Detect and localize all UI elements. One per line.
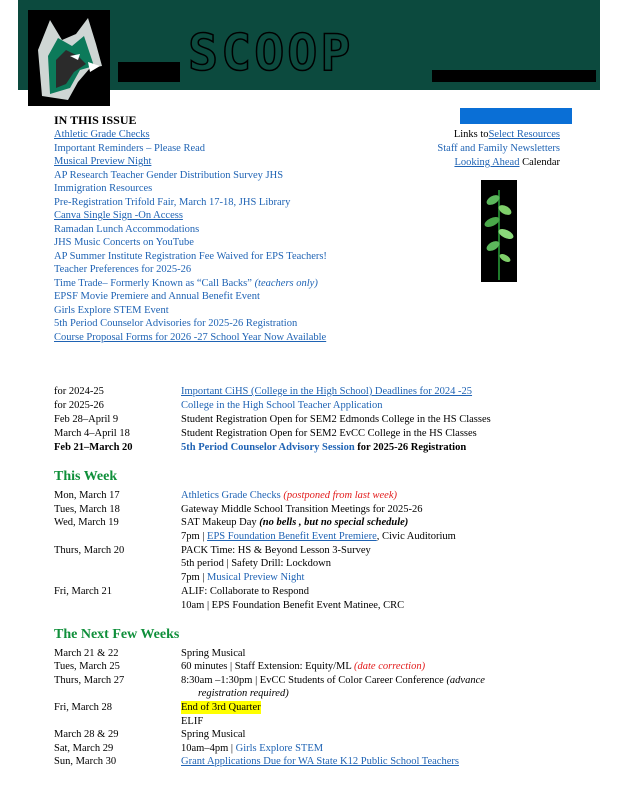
deadline-link[interactable]: Important CiHS (College in the High School) Deadlines for 2024 -25 <box>181 386 473 397</box>
toc-link-time-trade[interactable] <box>54 277 327 291</box>
links-prefix: Links to <box>453 129 489 140</box>
deadline-date: Feb 28–April 9 <box>54 414 119 425</box>
schedule-date: Sun, March 30 <box>54 756 117 767</box>
schedule-text: Spring Musical <box>181 729 246 740</box>
schedule-link[interactable]: Girls Explore STEM <box>235 743 324 754</box>
deadline-date: Feb 21–March 20 <box>54 442 133 453</box>
toc-link[interactable]: AP Research Teacher Gender Distribution Survey JHS <box>54 169 284 181</box>
toc-link[interactable]: Course Proposal Forms for 2026 -27 School Year Now Available <box>54 331 327 343</box>
select-resources-link[interactable]: Select Resources <box>488 129 560 140</box>
banner-bar-right <box>432 70 596 82</box>
deadline-link[interactable]: College in the High School Teacher Application <box>181 400 383 411</box>
resource-links <box>420 128 560 170</box>
toc-link[interactable]: Ramadan Lunch Accommodations <box>54 223 200 235</box>
banner-bar-left <box>118 62 180 82</box>
newsletter-title: SCOOP <box>188 24 354 82</box>
looking-ahead-link[interactable]: Looking Ahead <box>454 157 520 168</box>
schedule-text: 10am–4pm | <box>181 743 236 754</box>
schedule-link[interactable]: Grant Applications Due for WA State K12 Public School Teachers <box>181 756 459 767</box>
highlighted-event: End of 3rd Quarter <box>181 702 261 713</box>
schedule-date: Fri, March 28 <box>54 702 113 713</box>
schedule-note: (advance <box>446 675 485 686</box>
schedule-text: 5th period | Safety Drill: Lockdown <box>181 558 331 569</box>
toc-link[interactable]: Musical Preview Night <box>54 156 152 167</box>
schedule-time: 7pm | <box>181 572 208 583</box>
schedule-time: 7pm | <box>181 531 208 542</box>
schedule-date: March 21 & 22 <box>54 648 119 659</box>
schedule-note: (postponed from last week) <box>280 490 397 501</box>
green-plant-icon <box>481 180 517 282</box>
schedule-text: Spring Musical <box>181 648 246 659</box>
schedule-date: Tues, March 25 <box>54 661 120 672</box>
deadline-text: for 2025-26 Registration <box>354 442 467 453</box>
schedule-note: registration required) <box>198 688 289 699</box>
toc-link[interactable]: Time Trade– Formerly Known as “Call Backs” <box>54 277 252 289</box>
schedule-row <box>198 687 289 700</box>
next-weeks-heading: The Next Few Weeks <box>54 627 180 642</box>
schedule-date: Fri, March 21 <box>54 586 113 597</box>
blue-banner-box <box>460 108 572 124</box>
schedule-date: Wed, March 19 <box>54 517 119 528</box>
schedule-link[interactable]: EPS Foundation Benefit Event Premiere <box>207 531 377 542</box>
schedule-text: PACK Time: HS & Beyond Lesson 3-Survey <box>181 545 371 556</box>
husky-wolf-logo-icon <box>28 10 110 106</box>
schedule-date: March 28 & 29 <box>54 729 119 740</box>
schedule-date: Sat, March 29 <box>54 743 114 754</box>
schedule-note: (no bells , but no special schedule) <box>259 517 409 528</box>
deadline-text: Student Registration Open for SEM2 Edmonds College in the HS Classes <box>181 414 491 425</box>
schedule-text: 10am | EPS Foundation Benefit Event Matinee, CRC <box>181 600 405 611</box>
in-this-issue-heading: IN THIS ISSUE <box>54 113 137 127</box>
deadline-link[interactable]: 5th Period Counselor Advisory Session <box>181 442 355 453</box>
schedule-note: (date correction) <box>354 661 426 672</box>
schedule-text: 60 minutes | Staff Extension: Equity/ML <box>181 661 355 672</box>
deadline-date: for 2024-25 <box>54 386 104 397</box>
toc-link[interactable]: Pre-Registration Trifold Fair, March 17-18, JHS Library <box>54 196 291 208</box>
schedule-text: SAT Makeup Day <box>181 517 260 528</box>
schedule-text: ELIF <box>181 716 204 727</box>
schedule-text: 8:30am –1:30pm | EvCC Students of Color Career Conference <box>181 675 447 686</box>
toc-link[interactable]: Teacher Preferences for 2025-26 <box>54 264 192 275</box>
table-of-contents <box>54 128 327 344</box>
toc-link[interactable]: Important Reminders – Please Read <box>54 142 206 154</box>
toc-link[interactable]: Girls Explore STEM Event <box>54 304 169 316</box>
this-week-heading: This Week <box>54 469 118 484</box>
schedule-text: Gateway Middle School Transition Meetings for 2025-26 <box>181 504 423 515</box>
toc-link[interactable]: 5th Period Counselor Advisories for 2025-26 Registration <box>54 318 298 329</box>
toc-link[interactable]: Athletic Grade Checks <box>54 129 150 140</box>
schedule-text: , Civic Auditorium <box>376 531 456 542</box>
schedule-link[interactable]: Athletics Grade Checks <box>181 490 281 501</box>
schedule-link[interactable]: Musical Preview Night <box>207 572 305 583</box>
toc-link[interactable]: JHS Music Concerts on YouTube <box>54 237 194 248</box>
toc-link[interactable]: Canva Single Sign -On Access <box>54 210 183 221</box>
toc-link[interactable]: Immigration Resources <box>54 183 153 194</box>
schedule-text: ALIF: Collaborate to Respond <box>181 586 310 597</box>
calendar-label: Calendar <box>519 157 560 168</box>
schedule-date: Thurs, March 27 <box>54 675 125 686</box>
newsletters-link[interactable]: Staff and Family Newsletters <box>437 143 560 154</box>
schedule-date: Tues, March 18 <box>54 504 120 515</box>
schedule-date: Mon, March 17 <box>54 490 120 501</box>
deadline-text: Student Registration Open for SEM2 EvCC College in the HS Classes <box>181 428 477 439</box>
toc-note: (teachers only) <box>251 277 318 289</box>
toc-link[interactable]: EPSF Movie Premiere and Annual Benefit Event <box>54 291 260 302</box>
toc-link[interactable]: AP Summer Institute Registration Fee Waived for EPS Teachers! <box>54 250 327 262</box>
schedule-date: Thurs, March 20 <box>54 545 125 556</box>
deadline-date: March 4–April 18 <box>54 428 130 439</box>
deadline-date: for 2025-26 <box>54 400 104 411</box>
